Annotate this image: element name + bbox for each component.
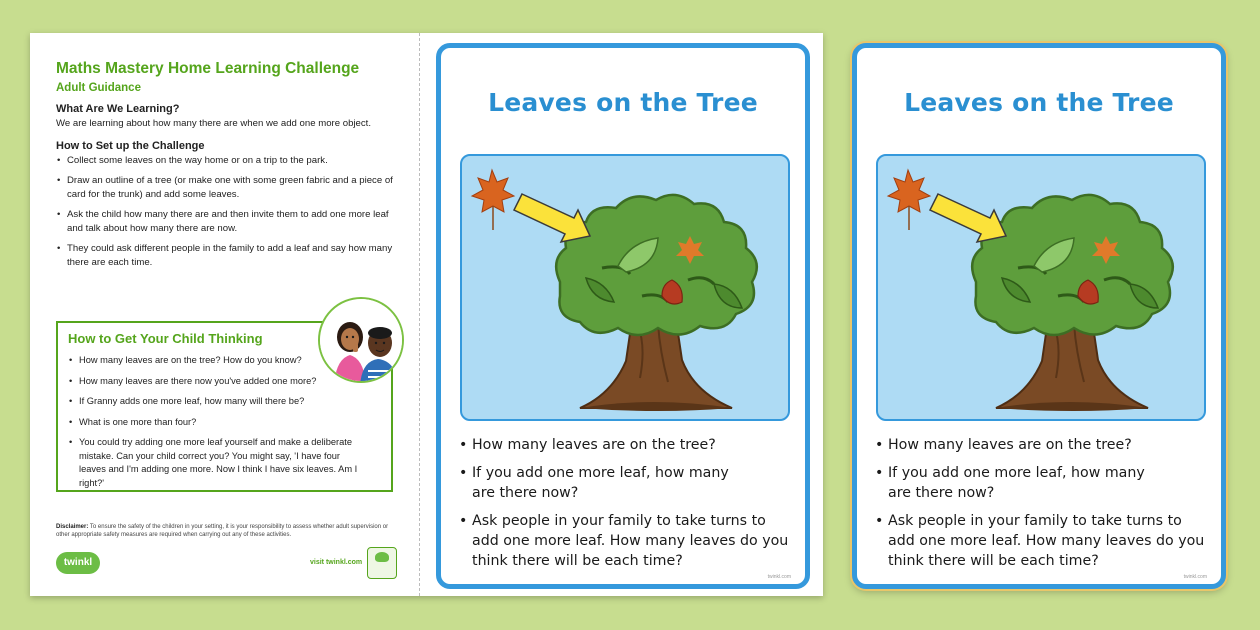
maple-leaf-icon [472,170,514,230]
question-item: • How many leaves are on the tree? [459,435,797,455]
guidance-content [56,59,401,276]
setup-item: • They could ask different people in the family to add a leaf and say how many there are each time. [56,242,401,270]
thinking-heading: How to Get Your Child Thinking [68,331,263,346]
thinking-item: • What is one more than four? [68,416,381,430]
question-list [459,435,797,579]
disclaimer [56,523,401,539]
disclaimer-text: To ensure the safety of the children in your setting, it is your responsibility to assess whether adult supervision or other appropriate safety measures are required when carrying out any of these activities. [56,524,389,538]
thinking-item: • You could try adding one more leaf yourself and make a deliberate mistake. Can your child correct you? You might say, 'I have four leaves and I'm adding one more. Now I think I have six leaves. Am I right?' [68,436,381,490]
visit-link[interactable]: visit twinkl.com [310,559,363,566]
thinking-item: • How many leaves are there now you've added one more? [68,375,381,389]
tree-scene [876,154,1206,421]
disclaimer-label: Disclaimer: [56,524,89,530]
learning-heading: What Are We Learning? [56,103,180,115]
card-footer: twinkl.com [767,574,791,580]
children-illustration [318,297,404,383]
setup-item: • Collect some leaves on the way home or on a trip to the park. [56,154,401,168]
question-list [875,435,1213,579]
setup-heading: How to Set up the Challenge [56,140,205,152]
thinking-item: • How many leaves are on the tree? How do you know? [68,354,381,368]
card-title: Leaves on the Tree [904,88,1174,117]
learning-text: We are learning about how many there are when we add one more object. [56,118,372,129]
tree-scene [460,154,790,421]
challenge-card [436,43,810,589]
thinking-list [68,354,381,490]
setup-list [56,154,401,270]
arrow-icon [930,194,1006,242]
setup-item: • Draw an outline of a tree (or make one with some green fabric and a piece of card for the trunk) and add some leaves. [56,174,401,202]
challenge-card [852,43,1226,589]
arrow-icon [514,194,590,242]
setup-item: • Ask the child how many there are and then invite them to add one more leaf and talk about how many there are now. [56,208,401,236]
guidance-title: Maths Mastery Home Learning Challenge [56,60,360,77]
question-item: • Ask people in your family to take turns to add one more leaf. How many leaves do you think there will be each time? [459,511,797,571]
question-item: • Ask people in your family to take turns to add one more leaf. How many leaves do you think there will be each time? [875,511,1213,571]
thinking-item: • If Granny adds one more leaf, how many will there be? [68,395,381,409]
card-footer: twinkl.com [1183,574,1207,580]
quality-badge-icon [367,547,397,579]
question-item: • If you add one more leaf, how many are there now? [459,463,797,503]
fold-line [419,33,420,596]
twinkl-logo[interactable]: twinkl [56,552,100,574]
card-title: Leaves on the Tree [488,88,758,117]
question-item: • How many leaves are on the tree? [875,435,1213,455]
maple-leaf-icon [888,170,930,230]
question-item: • If you add one more leaf, how many are there now? [875,463,1213,503]
guidance-subtitle: Adult Guidance [56,82,141,94]
